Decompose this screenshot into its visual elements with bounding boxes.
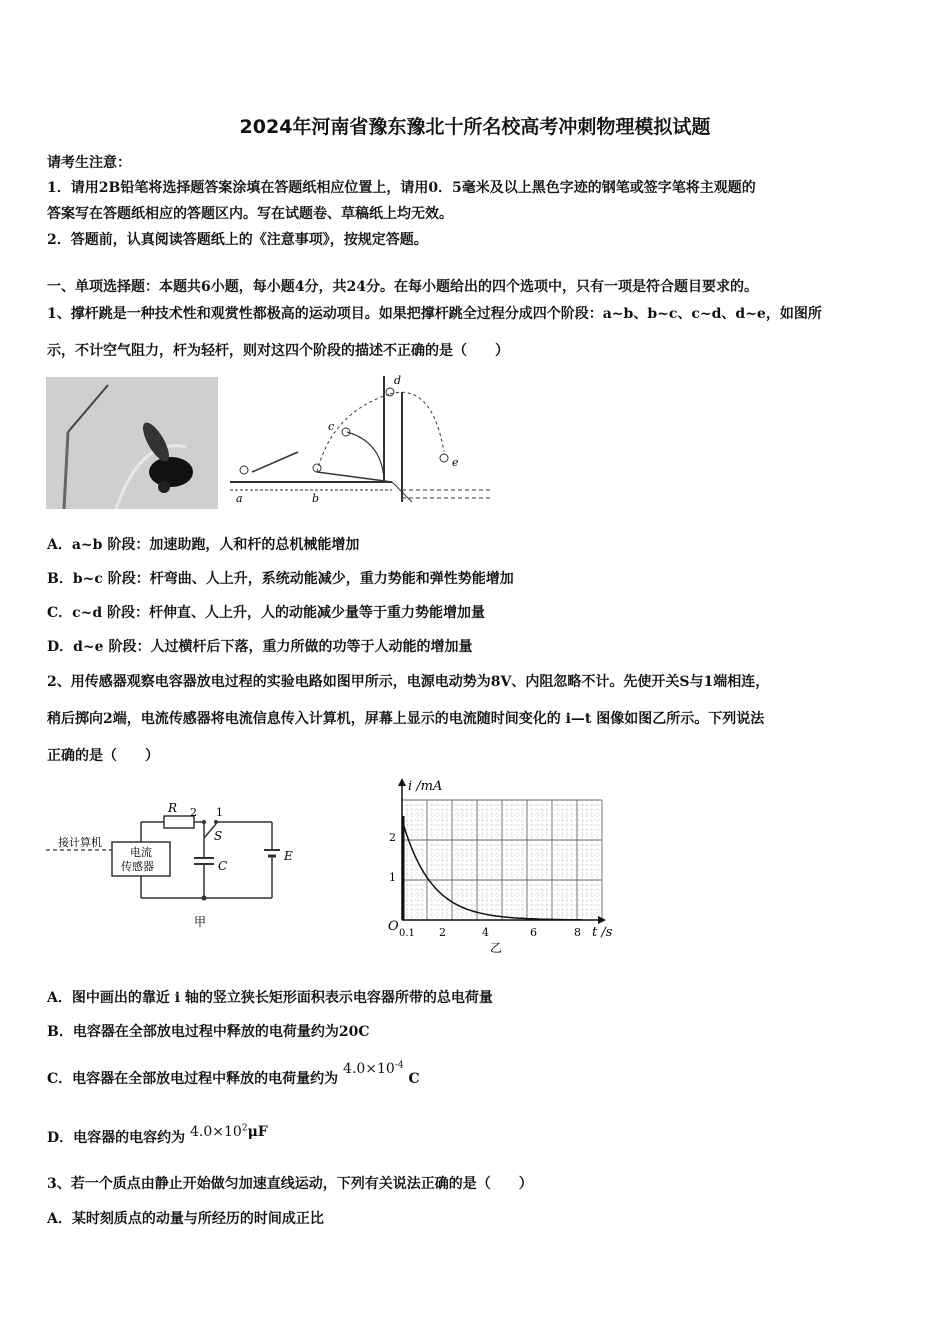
q3-option-a[interactable]: A．某时刻质点的动量与所经历的时间成正比 [47, 1211, 324, 1227]
circuit-S-label: S [214, 829, 223, 843]
notice-item-2: 2．答题前，认真阅读答题纸上的《注意事项》，按规定答题。 [47, 232, 428, 248]
q3-stem-line1: 3、若一个质点由静止开始做匀加速直线运动，下列有关说法正确的是（ ） [47, 1176, 533, 1192]
notice-heading: 请考生注意： [47, 155, 131, 171]
section-heading: 一、单项选择题：本题共6小题，每小题4分，共24分。在每小题给出的四个选项中，只有一项是符合题目要求的。 [47, 279, 758, 295]
q1-option-c[interactable]: C．c~d 阶段：杆伸直、人上升，人的动能减少量等于重力势能增加量 [47, 605, 486, 621]
circuit-C-label: C [218, 859, 228, 873]
q2-stem-line3: 正确的是（ ） [47, 748, 159, 764]
q2-option-c[interactable] [47, 1060, 420, 1088]
circuit-terminal-2: 2 [190, 806, 197, 819]
it-graph [378, 772, 638, 962]
notice-item-1a: 1．请用2B铅笔将选择题答案涂填在答题纸相应位置上，请用0．5毫米及以上黑色字迹的钢笔或签字笔将主观题的 [47, 180, 756, 196]
q1-stem-line2: 示，不计空气阻力，杆为轻杆，则对这四个阶段的描述不正确的是（ ） [47, 343, 509, 359]
graph-xtick-4: 4 [482, 926, 489, 939]
q2-option-b[interactable]: B．电容器在全部放电过程中释放的电荷量约为20C [47, 1024, 370, 1040]
graph-ytick-2: 2 [389, 831, 396, 844]
q1-stem-line1: 1、撑杆跳是一种技术性和观赏性都极高的运动项目。如果把撑杆跳全过程分成四个阶段：a~b、b~c、c~d、d~e，如图所 [47, 306, 822, 322]
circuit-terminal-1: 1 [216, 806, 223, 819]
q2-option-c-value: $4.0\times 10^{-4}$ [343, 1060, 404, 1077]
y-axis-arrow [398, 778, 406, 786]
graph-origin: O [388, 919, 399, 934]
fig-label-d: d [394, 374, 402, 387]
q2-option-d[interactable] [47, 1123, 268, 1147]
circuit-sensor-label-1: 电流 [130, 846, 152, 859]
q2-option-d-value: $4.0\times 10^2$ [190, 1123, 248, 1140]
q1-option-b[interactable]: B．b~c 阶段：杆弯曲、人上升，系统动能减少，重力势能和弹性势能增加 [47, 571, 514, 587]
graph-grid [402, 800, 602, 920]
fig-label-a: a [236, 492, 243, 505]
pole-vault-photo [46, 377, 218, 509]
graph-xtick-01: 0.1 [399, 928, 415, 939]
page-title: 2024年河南省豫东豫北十所名校高考冲刺物理模拟试题 [239, 116, 711, 138]
fig-label-b: b [312, 492, 320, 505]
fig-label-e: e [452, 456, 459, 469]
circuit-computer-label: 接计算机 [58, 836, 102, 849]
q2-option-c-text: C．电容器在全部放电过程中释放的电荷量约为 [47, 1071, 339, 1087]
q2-stem-line1: 2、用传感器观察电容器放电过程的实验电路如图甲所示，电源电动势为8V、内阻忽略不计。先使开关S与1端相连， [47, 674, 770, 690]
fig-label-c: c [328, 420, 335, 433]
q2-option-a[interactable]: A．图中画出的靠近 i 轴的竖立狭长矩形面积表示电容器所带的总电荷量 [47, 990, 493, 1006]
graph-ytick-1: 1 [389, 871, 396, 884]
circuit-sensor-label-2: 传感器 [121, 860, 154, 873]
circuit-caption: 甲 [194, 915, 207, 929]
q1-option-d[interactable]: D．d~e 阶段：人过横杆后下落，重力所做的功等于人动能的增加量 [47, 639, 473, 655]
graph-xtick-2: 2 [439, 926, 446, 939]
graph-xtick-6: 6 [530, 926, 537, 939]
graph-caption: 乙 [490, 941, 503, 955]
circuit-diagram [44, 798, 304, 938]
q2-option-d-unit: μF [247, 1124, 268, 1140]
circuit-R-label: R [168, 801, 178, 815]
circuit-E-label: E [284, 849, 293, 863]
q2-stem-line2: 稍后掷向2端，电流传感器将电流信息传入计算机，屏幕上显示的电流随时间变化的 i—t 图像如图乙所示。下列说法 [47, 711, 765, 727]
notice-item-1b: 答案写在答题纸相应的答题区内。写在试题卷、草稿纸上均无效。 [47, 206, 453, 222]
q2-option-d-text: D．电容器的电容约为 [47, 1130, 186, 1146]
graph-xlabel: t /s [592, 925, 613, 940]
graph-xtick-8: 8 [574, 926, 581, 939]
q2-option-c-unit: C [408, 1071, 420, 1087]
q1-option-a[interactable]: A．a~b 阶段：加速助跑，人和杆的总机械能增加 [47, 537, 360, 553]
pole-vault-diagram [222, 372, 492, 512]
narrow-rectangle [402, 816, 405, 920]
graph-ylabel: i /mA [408, 779, 443, 794]
